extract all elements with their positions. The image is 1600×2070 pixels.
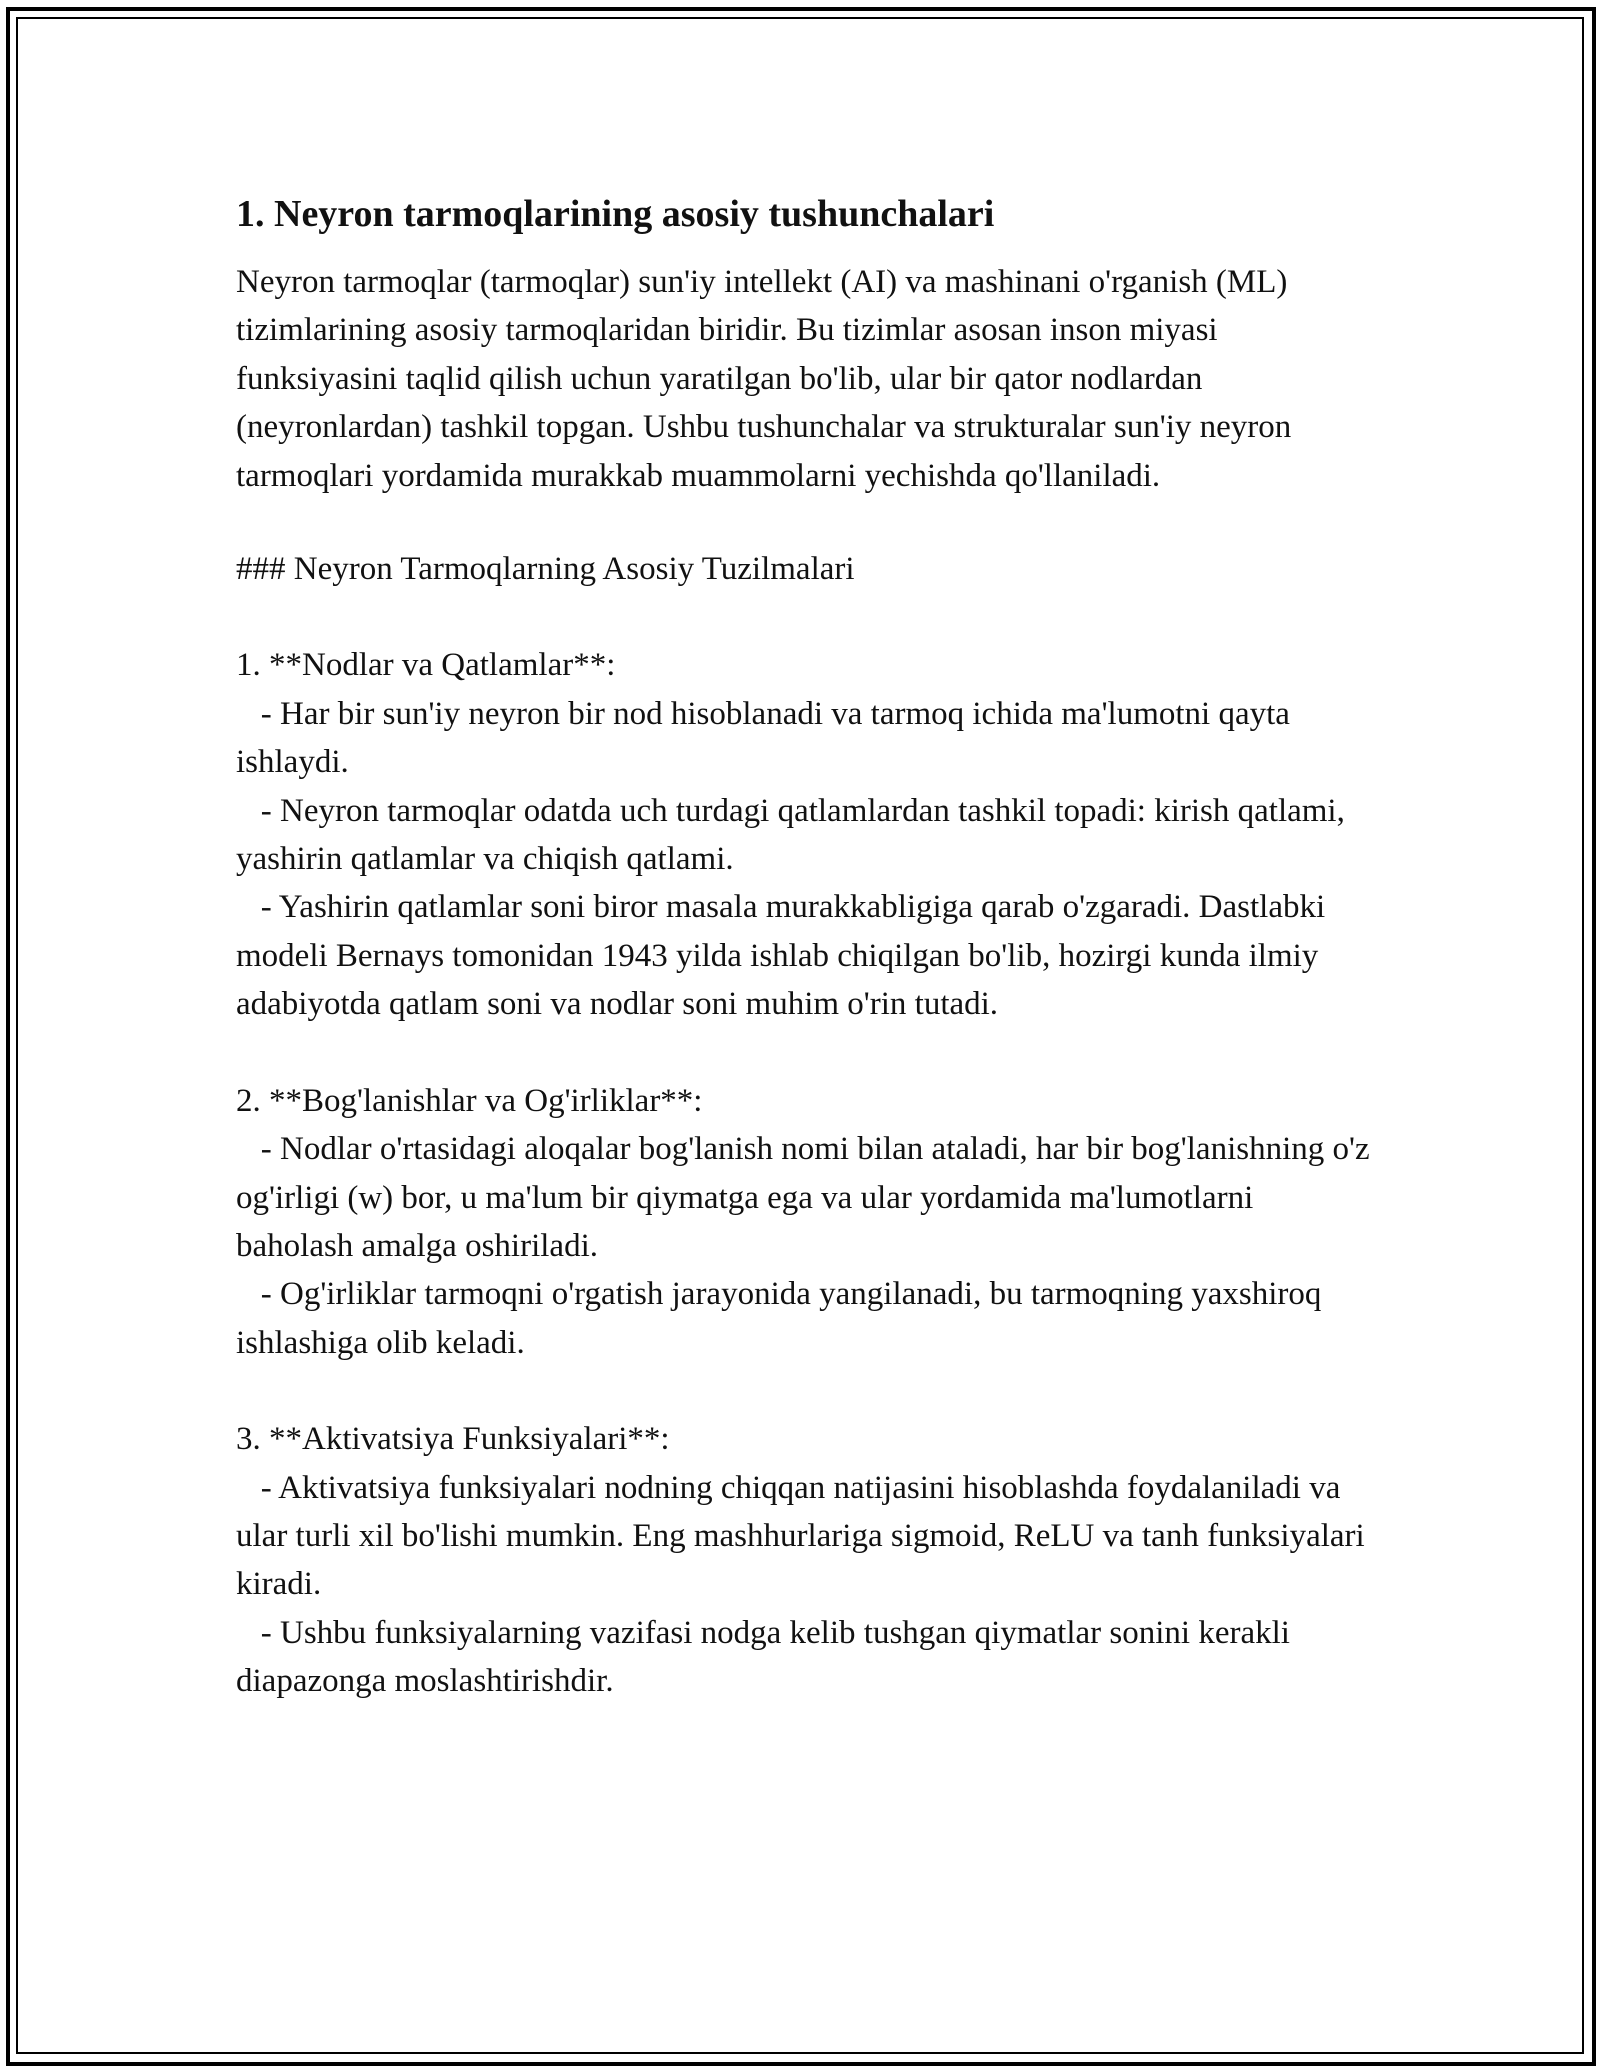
document-title: 1. Neyron tarmoqlarining asosiy tushunchalari (236, 193, 995, 235)
bullet-item: - Neyron tarmoqlar odatda uch turdagi qatlamlardan tashkil topadi: kirish qatlami, yashirin qatlamlar va chiqish qatlami. (236, 792, 1354, 878)
section-connections-weights (236, 1077, 1376, 1367)
document-body (236, 190, 1376, 1706)
section-activation-functions (236, 1415, 1376, 1705)
section-title: 3. **Aktivatsiya Funksiyalari**: (236, 1421, 670, 1458)
bullet-item: - Ushbu funksiyalarning vazifasi nodga kelib tushgan qiymatlar sonini kerakli diapazonga moslashtirishdir. (236, 1614, 1299, 1700)
bullet-item: - Aktivatsiya funksiyalari nodning chiqqan natijasini hisoblashda foydalaniladi va ular turli xil bo'lishi mumkin. Eng mashhurlariga sigmoid, ReLU va tanh funksiyalari kiradi. (236, 1469, 1373, 1603)
bullet-item: - Yashirin qatlamlar soni biror masala murakkabligiga qarab o'zgaradi. Dastlabki modeli Bernays tomonidan 1943 yilda ishlab chiqilgan bo'lib, hozirgi kunda ilmiy adabiyotda qatlam soni va nodlar soni muhim o'rin tutadi. (236, 889, 1334, 1023)
section-title: 1. **Nodlar va Qatlamlar**: (236, 647, 616, 684)
section-title: 2. **Bog'lanishlar va Og'irliklar**: (236, 1082, 703, 1119)
section-nodes-layers (236, 641, 1376, 1028)
intro-paragraph: Neyron tarmoqlar (tarmoqlar) sun'iy intellekt (AI) va mashinani o'rganish (ML) tizimlarining asosiy tarmoqlaridan biridir. Bu tizimlar asosan inson miyasi funksiyasini taqlid qilish uchun yaratilgan bo'lib, ular bir qator nodlardan (neyronlardan) tashkil topgan. Ushbu tushunchalar va strukturalar sun'iy neyron tarmoqlari yordamida murakkab muammolarni yechishda qo'llaniladi. (236, 264, 1292, 494)
bullet-item: - Og'irliklar tarmoqni o'rgatish jarayonida yangilanadi, bu tarmoqning yaxshiroq ishlashiga olib keladi. (236, 1276, 1330, 1361)
bullet-item: - Har bir sun'iy neyron bir nod hisoblanadi va tarmoq ichida ma'lumotni qayta ishlaydi. (236, 695, 1299, 781)
section-subheading: ### Neyron Tarmoqlarning Asosiy Tuzilmalari (236, 551, 855, 588)
bullet-item: - Nodlar o'rtasidagi aloqalar bog'lanish nomi bilan ataladi, har bir bog'lanishning o'z og'irligi (w) bor, u ma'lum bir qiymatga ega va ular yordamida ma'lumotlarni baholash amalga oshiriladi. (236, 1131, 1378, 1264)
